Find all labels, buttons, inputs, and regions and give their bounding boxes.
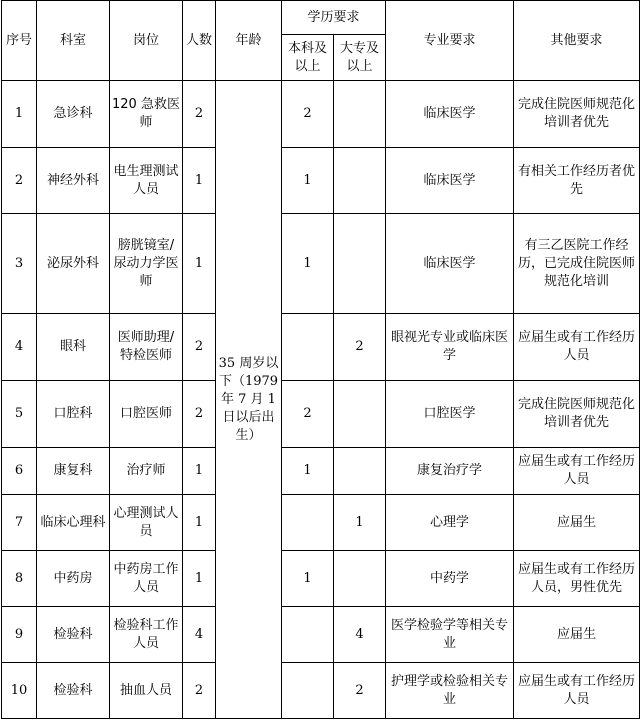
cell-edu-college <box>334 214 386 314</box>
cell-dept: 临床心理科 <box>37 495 110 551</box>
cell-edu-bachelor: 1 <box>282 551 334 607</box>
cell-major: 心理学 <box>386 495 514 551</box>
cell-seq: 10 <box>2 663 37 719</box>
table-row <box>2 81 640 148</box>
cell-major: 眼视光专业或临床医学 <box>386 314 514 381</box>
cell-edu-bachelor: 1 <box>282 148 334 214</box>
recruitment-table <box>1 0 640 719</box>
header-edu: 学历要求 <box>282 1 386 35</box>
table-row <box>2 314 640 381</box>
cell-major: 康复治疗学 <box>386 448 514 495</box>
cell-count: 1 <box>183 214 216 314</box>
table-body <box>2 81 640 719</box>
cell-edu-college: 4 <box>334 607 386 663</box>
cell-post: 电生理测试人员 <box>110 148 183 214</box>
cell-dept: 泌尿外科 <box>37 214 110 314</box>
cell-post: 膀胱镜室/尿动力学医师 <box>110 214 183 314</box>
cell-count: 1 <box>183 551 216 607</box>
cell-edu-bachelor: 2 <box>282 81 334 148</box>
cell-edu-college <box>334 148 386 214</box>
cell-seq: 8 <box>2 551 37 607</box>
cell-other: 应届生 <box>514 495 640 551</box>
cell-major: 医学检验学等相关专业 <box>386 607 514 663</box>
cell-count: 1 <box>183 448 216 495</box>
cell-dept: 急诊科 <box>37 81 110 148</box>
header-edu-bachelor: 本科及以上 <box>282 35 334 81</box>
header-seq: 序号 <box>2 1 37 81</box>
cell-seq: 6 <box>2 448 37 495</box>
table-row <box>2 495 640 551</box>
cell-count: 2 <box>183 663 216 719</box>
cell-major: 护理学或检验相关专业 <box>386 663 514 719</box>
cell-post: 心理测试人员 <box>110 495 183 551</box>
header-dept: 科室 <box>37 1 110 81</box>
cell-edu-bachelor <box>282 663 334 719</box>
cell-seq: 2 <box>2 148 37 214</box>
cell-edu-college: 2 <box>334 663 386 719</box>
cell-seq: 9 <box>2 607 37 663</box>
cell-edu-college <box>334 381 386 448</box>
cell-seq: 7 <box>2 495 37 551</box>
table-row <box>2 448 640 495</box>
cell-major: 临床医学 <box>386 81 514 148</box>
cell-edu-college <box>334 81 386 148</box>
cell-edu-bachelor <box>282 314 334 381</box>
cell-other: 有相关工作经历者优先 <box>514 148 640 214</box>
cell-seq: 5 <box>2 381 37 448</box>
cell-edu-college <box>334 551 386 607</box>
cell-age-shared: 35 周岁以下（1979 年 7 月 1 日以后出生） <box>216 81 282 719</box>
cell-major: 临床医学 <box>386 148 514 214</box>
cell-other: 应届生或有工作经历人员 <box>514 314 640 381</box>
header-age: 年龄 <box>216 1 282 81</box>
cell-other: 完成住院医师规范化培训者优先 <box>514 381 640 448</box>
cell-count: 2 <box>183 381 216 448</box>
header-other: 其他要求 <box>514 1 640 81</box>
cell-major: 口腔医学 <box>386 381 514 448</box>
cell-seq: 4 <box>2 314 37 381</box>
cell-dept: 神经外科 <box>37 148 110 214</box>
cell-dept: 检验科 <box>37 607 110 663</box>
cell-dept: 检验科 <box>37 663 110 719</box>
cell-count: 2 <box>183 81 216 148</box>
cell-other: 应届生或有工作经历人员 <box>514 663 640 719</box>
cell-edu-college: 1 <box>334 495 386 551</box>
table-row <box>2 663 640 719</box>
cell-seq: 1 <box>2 81 37 148</box>
header-post: 岗位 <box>110 1 183 81</box>
cell-count: 4 <box>183 607 216 663</box>
cell-dept: 中药房 <box>37 551 110 607</box>
cell-other: 应届生 <box>514 607 640 663</box>
cell-other: 应届生或有工作经历人员 <box>514 448 640 495</box>
cell-post: 口腔医师 <box>110 381 183 448</box>
cell-other: 完成住院医师规范化培训者优先 <box>514 81 640 148</box>
cell-edu-bachelor: 1 <box>282 214 334 314</box>
cell-post: 中药房工作人员 <box>110 551 183 607</box>
table-row <box>2 381 640 448</box>
cell-post: 治疗师 <box>110 448 183 495</box>
table-row <box>2 148 640 214</box>
cell-edu-bachelor <box>282 495 334 551</box>
cell-major: 临床医学 <box>386 214 514 314</box>
cell-edu-bachelor: 1 <box>282 448 334 495</box>
cell-dept: 口腔科 <box>37 381 110 448</box>
cell-count: 1 <box>183 148 216 214</box>
cell-edu-college <box>334 448 386 495</box>
cell-edu-bachelor: 2 <box>282 381 334 448</box>
cell-dept: 康复科 <box>37 448 110 495</box>
cell-major: 中药学 <box>386 551 514 607</box>
cell-post: 检验科工作人员 <box>110 607 183 663</box>
cell-post: 医师助理/特检医师 <box>110 314 183 381</box>
table-row <box>2 551 640 607</box>
header-major: 专业要求 <box>386 1 514 81</box>
cell-seq: 3 <box>2 214 37 314</box>
table-row <box>2 214 640 314</box>
cell-post: 120 急救医师 <box>110 81 183 148</box>
cell-other: 应届生或有工作经历人员，男性优先 <box>514 551 640 607</box>
header-count: 人数 <box>183 1 216 81</box>
cell-count: 2 <box>183 314 216 381</box>
cell-edu-bachelor <box>282 607 334 663</box>
cell-post: 抽血人员 <box>110 663 183 719</box>
cell-edu-college: 2 <box>334 314 386 381</box>
table-row <box>2 607 640 663</box>
cell-dept: 眼科 <box>37 314 110 381</box>
cell-count: 1 <box>183 495 216 551</box>
cell-other: 有三乙医院工作经历，已完成住院医师规范化培训 <box>514 214 640 314</box>
header-edu-college: 大专及以上 <box>334 35 386 81</box>
